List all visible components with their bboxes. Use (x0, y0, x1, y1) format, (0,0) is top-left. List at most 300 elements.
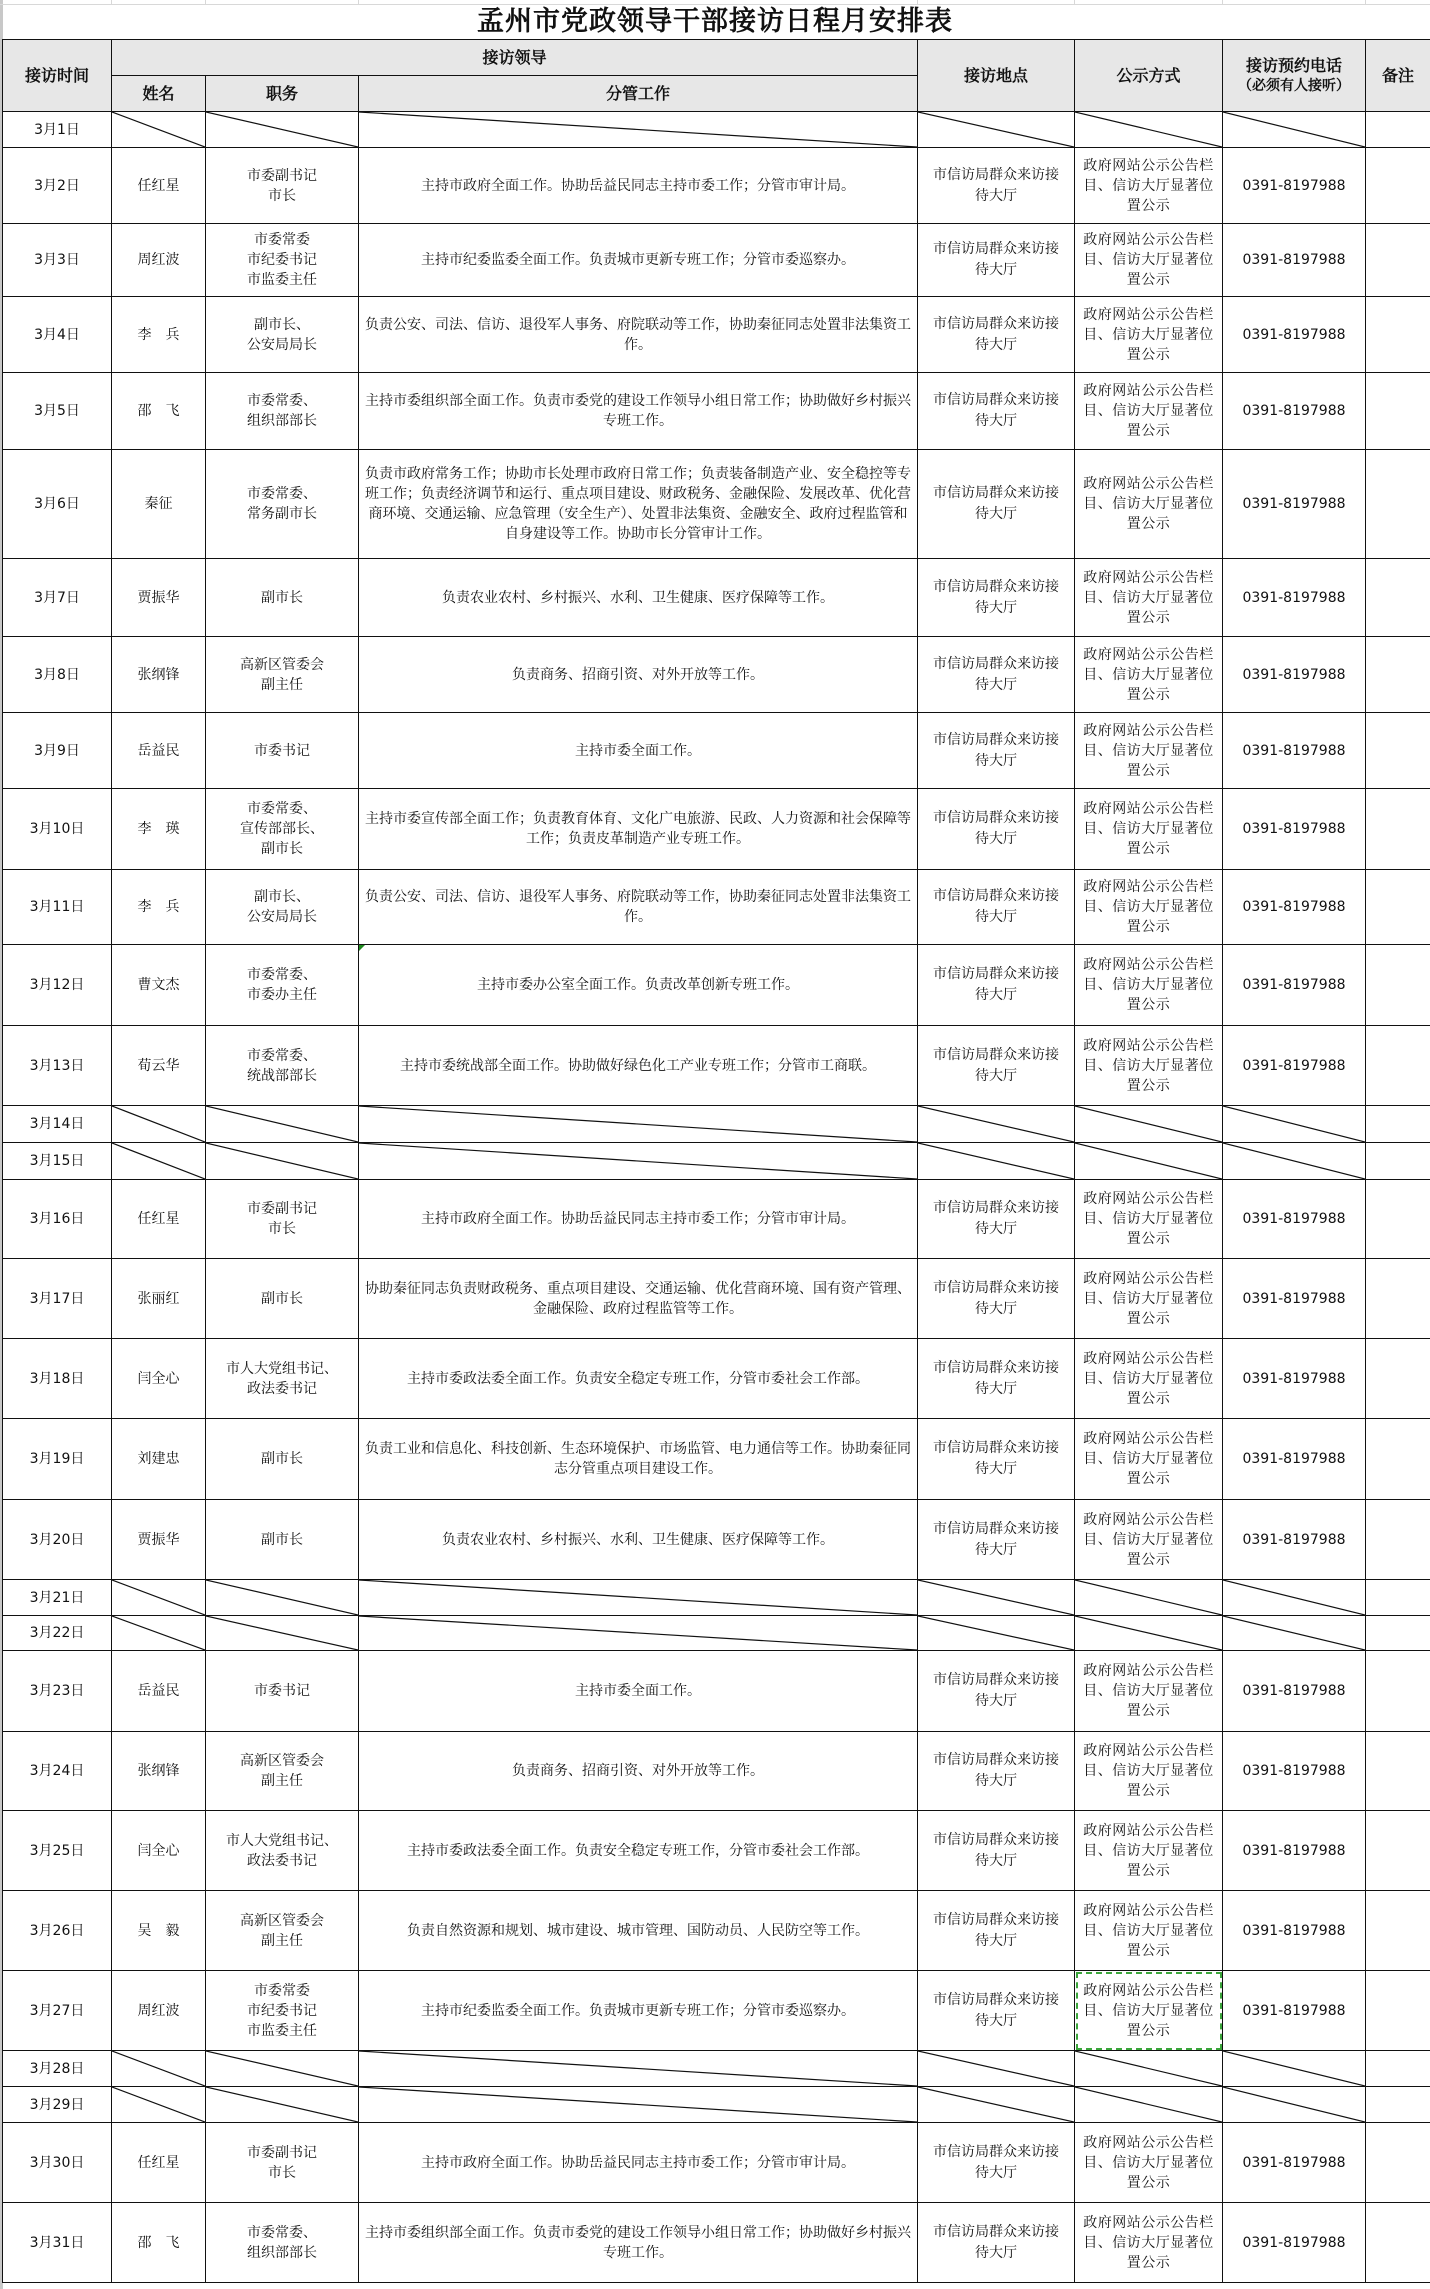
cell-name[interactable]: 张纲锋 (112, 637, 206, 713)
cell-position[interactable] (206, 945, 359, 1026)
cell-remarks[interactable] (1366, 1106, 1430, 1143)
cell-duties[interactable] (359, 224, 918, 297)
cell-position[interactable] (206, 297, 359, 373)
cell-date[interactable]: 3月23日 (3, 1651, 112, 1732)
diagonal-slash-icon (1223, 112, 1365, 147)
cell-phone[interactable] (1223, 1580, 1366, 1616)
duties-text: 负责公安、司法、信访、退役军人事务、府院联动等工作，协助秦征同志处置非法集资工作。 (365, 316, 911, 353)
cell-duties[interactable] (359, 637, 918, 713)
table-row (3, 1811, 1430, 1891)
cell-position[interactable] (206, 1106, 359, 1143)
cell-duties[interactable] (359, 1580, 918, 1616)
cell-position[interactable] (206, 148, 359, 224)
cell-phone[interactable]: 0391-8197988 (1223, 224, 1366, 297)
cell-position[interactable] (206, 1026, 359, 1106)
diagonal-slash-icon (1075, 2051, 1222, 2086)
table-row (3, 1143, 1430, 1180)
cell-position[interactable] (206, 870, 359, 945)
cell-name[interactable]: 闫全心 (112, 1339, 206, 1419)
cell-date[interactable]: 3月14日 (3, 1106, 112, 1143)
cell-publicity[interactable] (1075, 112, 1223, 148)
cell-location[interactable]: 市信访局群众来访接待大厅 (918, 2203, 1075, 2283)
cell-remarks[interactable] (1366, 450, 1430, 559)
cell-position[interactable] (206, 637, 359, 713)
diagonal-slash-icon (918, 2051, 1074, 2086)
cell-remarks[interactable] (1366, 2203, 1430, 2283)
cell-phone[interactable]: 0391-8197988 (1223, 2123, 1366, 2203)
position-line: 政法委书记 (247, 1380, 317, 1397)
cell-phone[interactable]: 0391-8197988 (1223, 373, 1366, 450)
diagonal-slash-icon (206, 1616, 358, 1650)
cell-remarks[interactable] (1366, 945, 1430, 1026)
cell-name[interactable]: 岳益民 (112, 713, 206, 789)
cell-publicity[interactable]: 政府网站公示公告栏目、信访大厅显著位置公示 (1075, 1500, 1223, 1580)
cell-position[interactable] (206, 1143, 359, 1180)
cell-position[interactable] (206, 1651, 359, 1732)
cell-date[interactable]: 3月21日 (3, 1580, 112, 1616)
duties-text: 负责商务、招商引资、对外开放等工作。 (512, 666, 764, 683)
cell-phone[interactable]: 0391-8197988 (1223, 1971, 1366, 2051)
position-line: 市委常委、 (247, 2224, 317, 2241)
cell-remarks[interactable] (1366, 559, 1430, 637)
cell-publicity[interactable]: 政府网站公示公告栏目、信访大厅显著位置公示 (1075, 1180, 1223, 1259)
cell-position[interactable] (206, 559, 359, 637)
cell-date[interactable]: 3月20日 (3, 1500, 112, 1580)
cell-publicity[interactable] (1075, 2087, 1223, 2123)
cell-date[interactable]: 3月27日 (3, 1971, 112, 2051)
position-line: 副主任 (261, 676, 303, 693)
header-leader-group[interactable]: 接访领导 (112, 40, 918, 76)
cell-date[interactable]: 3月17日 (3, 1259, 112, 1339)
cell-remarks[interactable] (1366, 1580, 1430, 1616)
cell-phone[interactable] (1223, 112, 1366, 148)
cell-publicity[interactable]: 政府网站公示公告栏目、信访大厅显著位置公示 (1075, 2203, 1223, 2283)
cell-publicity[interactable] (1075, 1106, 1223, 1143)
cell-phone[interactable]: 0391-8197988 (1223, 148, 1366, 224)
table-row (3, 637, 1430, 713)
cell-remarks[interactable] (1366, 1651, 1430, 1732)
cell-location[interactable]: 市信访局群众来访接待大厅 (918, 1259, 1075, 1339)
cell-phone[interactable]: 0391-8197988 (1223, 1500, 1366, 1580)
cell-duties[interactable] (359, 1259, 918, 1339)
cell-name[interactable]: 闫全心 (112, 1811, 206, 1891)
cell-name[interactable]: 李 瑛 (112, 789, 206, 870)
cell-duties[interactable] (359, 870, 918, 945)
position-line: 副市长 (261, 841, 303, 857)
cell-position[interactable] (206, 1616, 359, 1651)
cell-date[interactable]: 3月30日 (3, 2123, 112, 2203)
diagonal-slash-icon (918, 1143, 1074, 1179)
cell-name[interactable] (112, 2051, 206, 2087)
cell-publicity[interactable]: 政府网站公示公告栏目、信访大厅显著位置公示 (1075, 1651, 1223, 1732)
header-duties[interactable]: 分管工作 (359, 76, 918, 112)
header-position[interactable]: 职务 (206, 76, 359, 112)
cell-duties[interactable] (359, 373, 918, 450)
cell-phone[interactable] (1223, 1106, 1366, 1143)
header-remarks[interactable]: 备注 (1366, 40, 1430, 112)
cell-phone[interactable]: 0391-8197988 (1223, 559, 1366, 637)
table-row (3, 2051, 1430, 2087)
cell-comment-marker-icon (359, 945, 365, 951)
cell-duties[interactable] (359, 2203, 918, 2283)
cell-remarks[interactable] (1366, 1891, 1430, 1971)
cell-location[interactable]: 市信访局群众来访接待大厅 (918, 789, 1075, 870)
cell-position[interactable] (206, 1891, 359, 1971)
cell-position[interactable] (206, 789, 359, 870)
table-row (3, 1616, 1430, 1651)
cell-remarks[interactable] (1366, 2051, 1430, 2087)
position-line: 市委常委、 (247, 1047, 317, 1064)
position-line: 副市长、 (254, 889, 310, 905)
cell-date[interactable]: 3月25日 (3, 1811, 112, 1891)
cell-duties[interactable] (359, 1339, 918, 1419)
cell-date[interactable]: 3月22日 (3, 1616, 112, 1651)
cell-remarks[interactable] (1366, 1026, 1430, 1106)
header-location[interactable]: 接访地点 (918, 40, 1075, 112)
cell-position[interactable] (206, 1259, 359, 1339)
cell-date[interactable]: 3月15日 (3, 1143, 112, 1180)
cell-remarks[interactable] (1366, 1500, 1430, 1580)
cell-position[interactable] (206, 1180, 359, 1259)
cell-publicity[interactable]: 政府网站公示公告栏目、信访大厅显著位置公示 (1075, 1732, 1223, 1811)
cell-location[interactable] (918, 112, 1075, 148)
cell-publicity[interactable]: 政府网站公示公告栏目、信访大厅显著位置公示 (1075, 224, 1223, 297)
cell-publicity[interactable] (1075, 1616, 1223, 1651)
cell-name[interactable] (112, 1106, 206, 1143)
diagonal-slash-icon (359, 1143, 917, 1179)
cell-position[interactable] (206, 1339, 359, 1419)
cell-location[interactable]: 市信访局群众来访接待大厅 (918, 373, 1075, 450)
cell-date[interactable]: 3月4日 (3, 297, 112, 373)
cell-publicity[interactable]: 政府网站公示公告栏目、信访大厅显著位置公示 (1075, 1259, 1223, 1339)
cell-publicity[interactable] (1075, 1143, 1223, 1180)
cell-position[interactable] (206, 2203, 359, 2283)
cell-date[interactable]: 3月13日 (3, 1026, 112, 1106)
cell-name[interactable] (112, 1616, 206, 1651)
cell-date[interactable]: 3月29日 (3, 2087, 112, 2123)
cell-name[interactable]: 任红星 (112, 148, 206, 224)
cell-publicity[interactable]: 政府网站公示公告栏目、信访大厅显著位置公示 (1075, 1971, 1223, 2051)
position-line: 市长 (268, 187, 296, 204)
cell-remarks[interactable] (1366, 1971, 1430, 2051)
cell-position[interactable] (206, 373, 359, 450)
cell-phone[interactable]: 0391-8197988 (1223, 2203, 1366, 2283)
cell-remarks[interactable] (1366, 148, 1430, 224)
cell-remarks[interactable] (1366, 1339, 1430, 1419)
cell-date[interactable]: 3月26日 (3, 1891, 112, 1971)
cell-date[interactable]: 3月28日 (3, 2051, 112, 2087)
cell-publicity[interactable] (1075, 2051, 1223, 2087)
cell-position[interactable] (206, 224, 359, 297)
cell-duties[interactable] (359, 789, 918, 870)
cell-remarks[interactable] (1366, 1811, 1430, 1891)
cell-phone[interactable]: 0391-8197988 (1223, 1180, 1366, 1259)
cell-publicity[interactable]: 政府网站公示公告栏目、信访大厅显著位置公示 (1075, 789, 1223, 870)
cell-duties[interactable] (359, 1419, 918, 1500)
cell-position[interactable] (206, 1500, 359, 1580)
cell-location[interactable]: 市信访局群众来访接待大厅 (918, 297, 1075, 373)
cell-phone[interactable] (1223, 1616, 1366, 1651)
cell-location[interactable] (918, 1143, 1075, 1180)
cell-location[interactable]: 市信访局群众来访接待大厅 (918, 2123, 1075, 2203)
cell-date[interactable]: 3月6日 (3, 450, 112, 559)
cell-phone[interactable] (1223, 2051, 1366, 2087)
cell-duties[interactable] (359, 1106, 918, 1143)
cell-remarks[interactable] (1366, 1616, 1430, 1651)
cell-date[interactable]: 3月12日 (3, 945, 112, 1026)
cell-phone[interactable] (1223, 1143, 1366, 1180)
cell-date[interactable]: 3月11日 (3, 870, 112, 945)
cell-date[interactable]: 3月10日 (3, 789, 112, 870)
diagonal-slash-icon (1075, 112, 1222, 147)
cell-location[interactable]: 市信访局群众来访接待大厅 (918, 870, 1075, 945)
cell-duties[interactable] (359, 450, 918, 559)
cell-remarks[interactable] (1366, 1143, 1430, 1180)
cell-duties[interactable] (359, 1971, 918, 2051)
cell-name[interactable]: 荀云华 (112, 1026, 206, 1106)
cell-date[interactable]: 3月18日 (3, 1339, 112, 1419)
cell-remarks[interactable] (1366, 1732, 1430, 1811)
cell-location[interactable] (918, 1616, 1075, 1651)
cell-location[interactable]: 市信访局群众来访接待大厅 (918, 1891, 1075, 1971)
cell-name[interactable]: 周红波 (112, 1971, 206, 2051)
cell-location[interactable]: 市信访局群众来访接待大厅 (918, 224, 1075, 297)
header-phone-label: 接访预约电话 (1245, 55, 1342, 75)
position-line: 副市长 (261, 1451, 303, 1467)
header-name[interactable]: 姓名 (112, 76, 206, 112)
cell-phone[interactable]: 0391-8197988 (1223, 1732, 1366, 1811)
position-line: 市监委主任 (247, 272, 317, 288)
cell-remarks[interactable] (1366, 713, 1430, 789)
cell-phone[interactable]: 0391-8197988 (1223, 870, 1366, 945)
table-row (3, 1651, 1430, 1732)
table-row (3, 224, 1430, 297)
cell-publicity[interactable]: 政府网站公示公告栏目、信访大厅显著位置公示 (1075, 637, 1223, 713)
cell-phone[interactable]: 0391-8197988 (1223, 297, 1366, 373)
cell-name[interactable]: 吴 毅 (112, 1891, 206, 1971)
cell-remarks[interactable] (1366, 2123, 1430, 2203)
cell-location[interactable]: 市信访局群众来访接待大厅 (918, 1339, 1075, 1419)
cell-duties[interactable] (359, 297, 918, 373)
cell-remarks[interactable] (1366, 2087, 1430, 2123)
cell-duties[interactable] (359, 559, 918, 637)
cell-location[interactable]: 市信访局群众来访接待大厅 (918, 559, 1075, 637)
cell-location[interactable]: 市信访局群众来访接待大厅 (918, 945, 1075, 1026)
cell-duties[interactable] (359, 2051, 918, 2087)
cell-duties[interactable] (359, 945, 918, 1026)
cell-name[interactable]: 任红星 (112, 2123, 206, 2203)
cell-publicity[interactable]: 政府网站公示公告栏目、信访大厅显著位置公示 (1075, 870, 1223, 945)
cell-name[interactable] (112, 2087, 206, 2123)
cell-remarks[interactable] (1366, 1419, 1430, 1500)
cell-remarks[interactable] (1366, 112, 1430, 148)
cell-date[interactable]: 3月7日 (3, 559, 112, 637)
cell-position[interactable] (206, 1580, 359, 1616)
cell-publicity[interactable]: 政府网站公示公告栏目、信访大厅显著位置公示 (1075, 373, 1223, 450)
cell-publicity[interactable]: 政府网站公示公告栏目、信访大厅显著位置公示 (1075, 148, 1223, 224)
cell-publicity[interactable]: 政府网站公示公告栏目、信访大厅显著位置公示 (1075, 2123, 1223, 2203)
cell-name[interactable]: 任红星 (112, 1180, 206, 1259)
cell-phone[interactable]: 0391-8197988 (1223, 945, 1366, 1026)
cell-duties[interactable] (359, 112, 918, 148)
cell-location[interactable] (918, 2051, 1075, 2087)
cell-location[interactable]: 市信访局群众来访接待大厅 (918, 1026, 1075, 1106)
cell-position[interactable] (206, 1732, 359, 1811)
position-line: 常务副市长 (247, 506, 317, 522)
cell-duties[interactable] (359, 1143, 918, 1180)
cell-publicity[interactable] (1075, 1580, 1223, 1616)
cell-duties[interactable] (359, 1732, 918, 1811)
cell-name[interactable]: 李 兵 (112, 297, 206, 373)
cell-name[interactable]: 刘建忠 (112, 1419, 206, 1500)
cell-publicity[interactable]: 政府网站公示公告栏目、信访大厅显著位置公示 (1075, 1891, 1223, 1971)
cell-position[interactable] (206, 713, 359, 789)
cell-remarks[interactable] (1366, 789, 1430, 870)
cell-publicity[interactable]: 政府网站公示公告栏目、信访大厅显著位置公示 (1075, 1811, 1223, 1891)
cell-position[interactable] (206, 112, 359, 148)
cell-location[interactable]: 市信访局群众来访接待大厅 (918, 1651, 1075, 1732)
cell-name[interactable]: 张纲锋 (112, 1732, 206, 1811)
duties-text: 主持市委办公室全面工作。负责改革创新专班工作。 (477, 977, 799, 993)
cell-location[interactable]: 市信访局群众来访接待大厅 (918, 1811, 1075, 1891)
cell-phone[interactable]: 0391-8197988 (1223, 450, 1366, 559)
cell-duties[interactable] (359, 1651, 918, 1732)
cell-duties[interactable] (359, 1500, 918, 1580)
cell-name[interactable]: 邵 飞 (112, 373, 206, 450)
cell-location[interactable]: 市信访局群众来访接待大厅 (918, 1180, 1075, 1259)
cell-position[interactable] (206, 450, 359, 559)
diagonal-slash-icon (1075, 2087, 1222, 2122)
diagonal-slash-icon (206, 1143, 358, 1179)
cell-name[interactable]: 岳益民 (112, 1651, 206, 1732)
cell-duties[interactable] (359, 1180, 918, 1259)
cell-date[interactable]: 3月16日 (3, 1180, 112, 1259)
cell-location[interactable]: 市信访局群众来访接待大厅 (918, 1419, 1075, 1500)
cell-phone[interactable]: 0391-8197988 (1223, 1339, 1366, 1419)
position-line: 宣传部部长、 (240, 821, 324, 837)
diagonal-slash-icon (206, 2087, 358, 2122)
duties-text: 主持市纪委监委全面工作。负责城市更新专班工作；分管市委巡察办。 (421, 252, 855, 268)
header-date[interactable]: 接访时间 (3, 40, 112, 112)
cell-duties[interactable] (359, 1811, 918, 1891)
duties-text: 主持市委宣传部全面工作；负责教育体育、文化广电旅游、民政、人力资源和社会保障等工作；负责皮革制造产业专班工作。 (365, 811, 911, 847)
cell-remarks[interactable] (1366, 637, 1430, 713)
cell-location[interactable]: 市信访局群众来访接待大厅 (918, 637, 1075, 713)
cell-position[interactable] (206, 2123, 359, 2203)
cell-location[interactable]: 市信访局群众来访接待大厅 (918, 1500, 1075, 1580)
cell-phone[interactable]: 0391-8197988 (1223, 713, 1366, 789)
cell-phone[interactable]: 0391-8197988 (1223, 1891, 1366, 1971)
cell-location[interactable] (918, 1580, 1075, 1616)
cell-publicity[interactable]: 政府网站公示公告栏目、信访大厅显著位置公示 (1075, 945, 1223, 1026)
header-phone[interactable] (1223, 40, 1366, 112)
cell-duties[interactable] (359, 1891, 918, 1971)
cell-name[interactable]: 曹文杰 (112, 945, 206, 1026)
cell-phone[interactable]: 0391-8197988 (1223, 789, 1366, 870)
cell-remarks[interactable] (1366, 870, 1430, 945)
cell-position[interactable] (206, 2051, 359, 2087)
cell-publicity[interactable]: 政府网站公示公告栏目、信访大厅显著位置公示 (1075, 1026, 1223, 1106)
cell-duties[interactable] (359, 2123, 918, 2203)
cell-date[interactable]: 3月3日 (3, 224, 112, 297)
cell-location[interactable]: 市信访局群众来访接待大厅 (918, 1971, 1075, 2051)
cell-publicity[interactable]: 政府网站公示公告栏目、信访大厅显著位置公示 (1075, 297, 1223, 373)
cell-date[interactable]: 3月19日 (3, 1419, 112, 1500)
cell-location[interactable] (918, 2087, 1075, 2123)
table-row (3, 373, 1430, 450)
cell-date[interactable]: 3月1日 (3, 112, 112, 148)
cell-phone[interactable]: 0391-8197988 (1223, 1259, 1366, 1339)
cell-location[interactable]: 市信访局群众来访接待大厅 (918, 450, 1075, 559)
cell-remarks[interactable] (1366, 1180, 1430, 1259)
cell-publicity[interactable]: 政府网站公示公告栏目、信访大厅显著位置公示 (1075, 1419, 1223, 1500)
table-row (3, 2123, 1430, 2203)
cell-date[interactable]: 3月2日 (3, 148, 112, 224)
cell-location[interactable]: 市信访局群众来访接待大厅 (918, 148, 1075, 224)
cell-duties[interactable] (359, 713, 918, 789)
cell-name[interactable]: 邵 飞 (112, 2203, 206, 2283)
cell-phone[interactable]: 0391-8197988 (1223, 1026, 1366, 1106)
cell-phone[interactable]: 0391-8197988 (1223, 1419, 1366, 1500)
table-row (3, 1339, 1430, 1419)
diagonal-slash-icon (359, 2051, 917, 2086)
cell-position[interactable] (206, 1811, 359, 1891)
cell-duties[interactable] (359, 148, 918, 224)
cell-publicity[interactable]: 政府网站公示公告栏目、信访大厅显著位置公示 (1075, 1339, 1223, 1419)
cell-duties[interactable] (359, 1026, 918, 1106)
cell-position[interactable] (206, 1971, 359, 2051)
cell-phone[interactable]: 0391-8197988 (1223, 637, 1366, 713)
cell-location[interactable] (918, 1106, 1075, 1143)
cell-date[interactable]: 3月8日 (3, 637, 112, 713)
cell-remarks[interactable] (1366, 373, 1430, 450)
cell-name[interactable]: 秦征 (112, 450, 206, 559)
cell-publicity[interactable]: 政府网站公示公告栏目、信访大厅显著位置公示 (1075, 559, 1223, 637)
cell-phone[interactable] (1223, 2087, 1366, 2123)
cell-location[interactable]: 市信访局群众来访接待大厅 (918, 1732, 1075, 1811)
duties-text: 主持市委组织部全面工作。负责市委党的建设工作领导小组日常工作；协助做好乡村振兴专班工作。 (365, 393, 911, 429)
cell-date[interactable]: 3月31日 (3, 2203, 112, 2283)
cell-publicity[interactable]: 政府网站公示公告栏目、信访大厅显著位置公示 (1075, 713, 1223, 789)
cell-name[interactable]: 贾振华 (112, 559, 206, 637)
cell-name[interactable]: 张丽红 (112, 1259, 206, 1339)
cell-date[interactable]: 3月5日 (3, 373, 112, 450)
position-line: 市委办主任 (247, 987, 317, 1003)
cell-remarks[interactable] (1366, 1259, 1430, 1339)
cell-remarks[interactable] (1366, 224, 1430, 297)
cell-name[interactable] (112, 1580, 206, 1616)
cell-date[interactable]: 3月24日 (3, 1732, 112, 1811)
cell-name[interactable]: 李 兵 (112, 870, 206, 945)
cell-duties[interactable] (359, 1616, 918, 1651)
cell-phone[interactable]: 0391-8197988 (1223, 1651, 1366, 1732)
table-row (3, 297, 1430, 373)
cell-name[interactable] (112, 1143, 206, 1180)
cell-location[interactable]: 市信访局群众来访接待大厅 (918, 713, 1075, 789)
header-publicity[interactable]: 公示方式 (1075, 40, 1223, 112)
cell-name[interactable]: 周红波 (112, 224, 206, 297)
cell-phone[interactable]: 0391-8197988 (1223, 1811, 1366, 1891)
diagonal-slash-icon (112, 1616, 205, 1650)
cell-duties[interactable] (359, 2087, 918, 2123)
cell-date[interactable]: 3月9日 (3, 713, 112, 789)
cell-publicity[interactable]: 政府网站公示公告栏目、信访大厅显著位置公示 (1075, 450, 1223, 559)
cell-name[interactable]: 贾振华 (112, 1500, 206, 1580)
cell-name[interactable] (112, 112, 206, 148)
cell-position[interactable] (206, 2087, 359, 2123)
cell-position[interactable] (206, 1419, 359, 1500)
cell-remarks[interactable] (1366, 297, 1430, 373)
